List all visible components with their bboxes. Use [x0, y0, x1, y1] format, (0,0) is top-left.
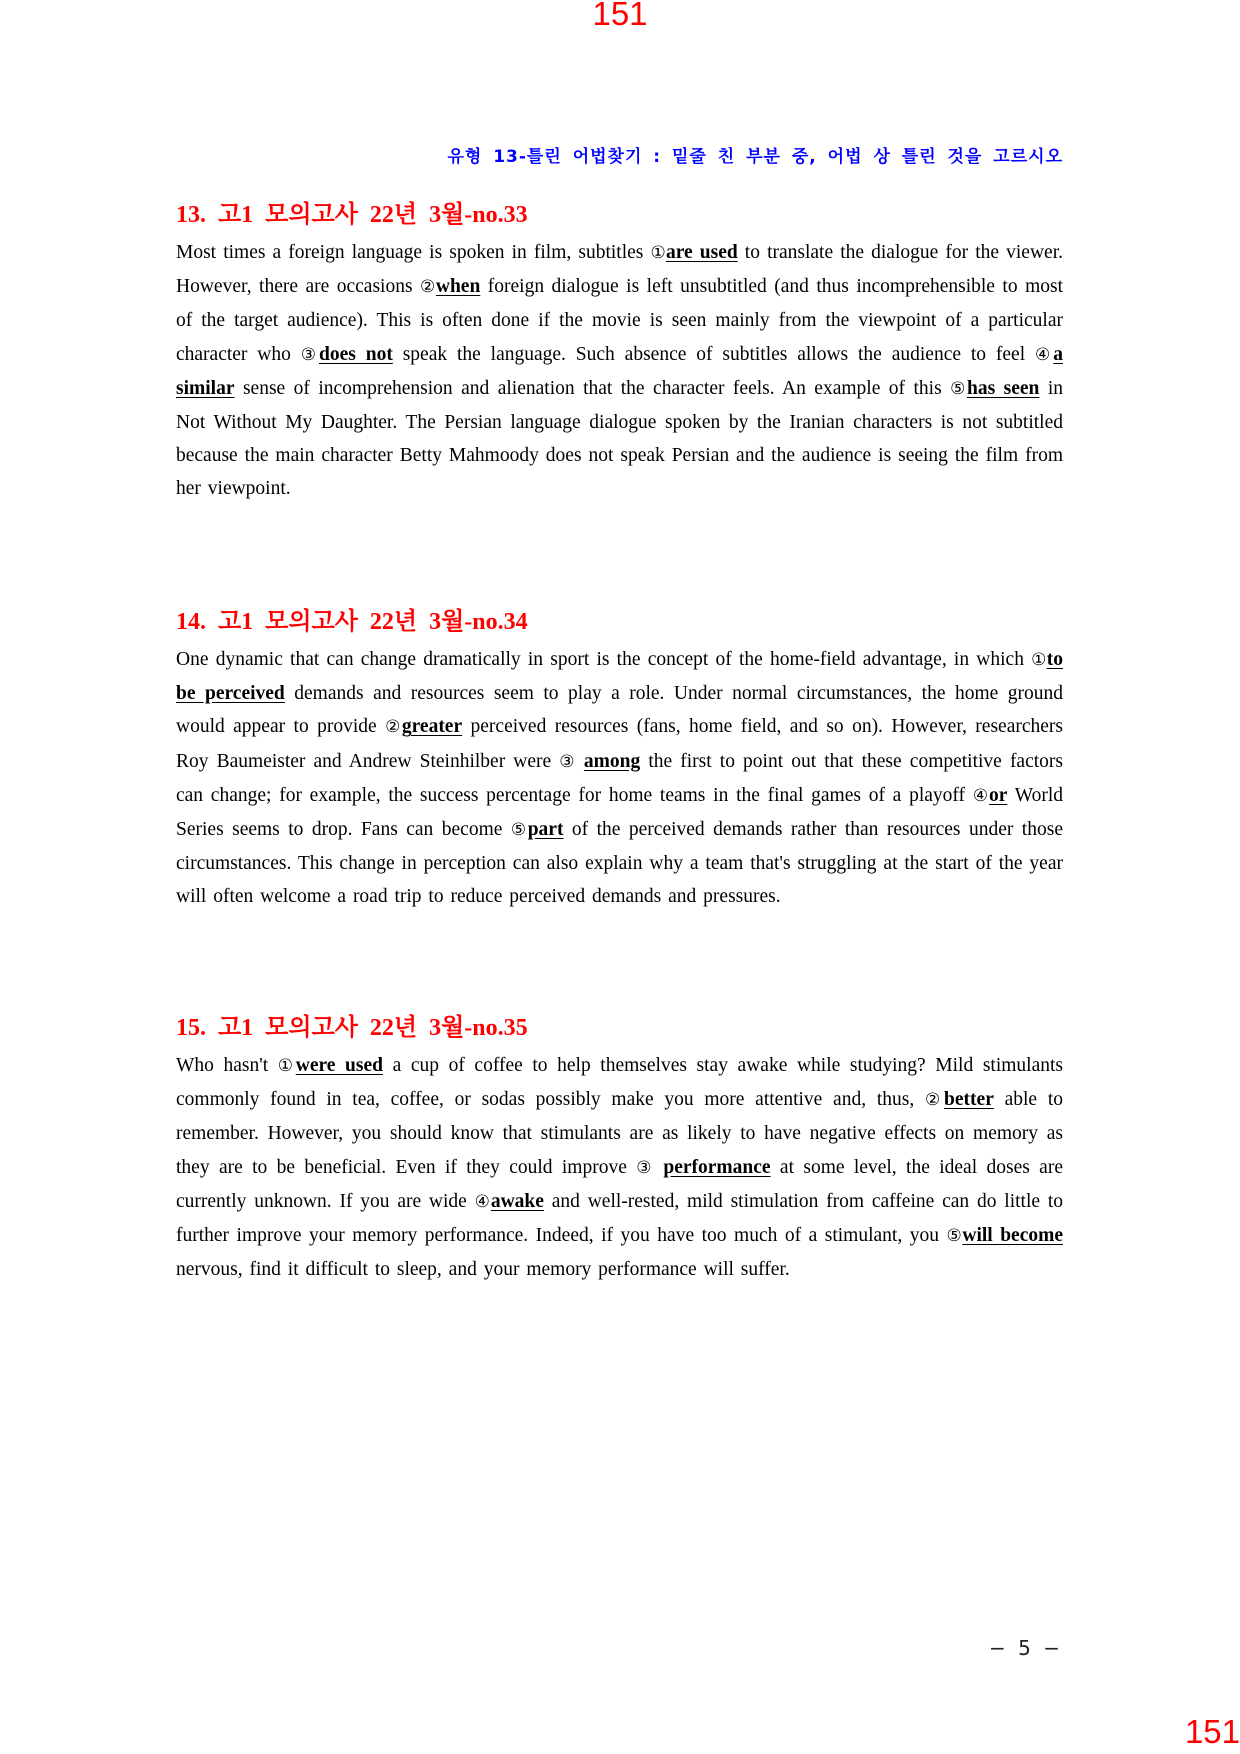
- choice-number-marker: ①: [650, 243, 666, 263]
- underlined-choice: to be perceived: [176, 649, 1063, 705]
- underlined-choice: performance: [663, 1156, 771, 1178]
- underlined-choice: a similar: [176, 343, 1064, 399]
- choice-number-marker: ④: [972, 785, 989, 806]
- question-passage: Who hasn't ①were used a cup of coffee to help themselves stay awake while studying? Mild stimulants commonly found in tea, coffee, or sodas possibly make you more attentive and, thus, ②better able to remember. However, you should know that stimulants are as likely to have negative effects on memory as they are to be beneficial. Even if they could improve ③ performance at some level, the ideal doses are currently unknown. If you are wide ④awake and well-rested, mild stimulation from caffeine can do little to further improve your memory performance. Indeed, if you have too much of a stimulant, you ⑤will become nervous, find it difficult to sleep, and your memory performance will suffer.: [176, 1055, 1064, 1281]
- underlined-choice: greater: [401, 716, 463, 738]
- choice-number-marker: ⑤: [946, 1226, 963, 1247]
- underlined-choice: will become: [962, 1225, 1064, 1247]
- question-type-header: 유형 13-틀린 어법찾기 : 밑줄 친 부분 중, 어법 상 틀린 것을 고르시오: [447, 147, 1063, 167]
- underlined-choice: or: [988, 784, 1008, 806]
- choice-number-marker: ②: [385, 717, 402, 738]
- underlined-choice: does not: [319, 343, 393, 365]
- question-title: 15. 고1 모의고사 22년 3월-no.35: [176, 1015, 528, 1041]
- bottom-page-number: 151: [1184, 1713, 1240, 1750]
- underlined-choice: among: [583, 750, 641, 772]
- choice-number-marker: ②: [924, 1090, 945, 1111]
- choice-number-marker: ②: [420, 277, 436, 298]
- choice-number-marker: ④: [1035, 344, 1054, 365]
- choice-number-marker: ①: [1031, 650, 1047, 670]
- underlined-choice: awake: [490, 1190, 544, 1212]
- choice-number-marker: ④: [474, 1191, 491, 1212]
- question-title: 14. 고1 모의고사 22년 3월-no.34: [176, 609, 528, 635]
- page-footer-number: − 5 −: [989, 1636, 1060, 1660]
- choice-number-marker: ③: [300, 344, 320, 365]
- choice-number-marker: ③: [636, 1157, 654, 1178]
- underlined-choice: are used: [665, 242, 738, 263]
- question-13: [176, 200, 1063, 506]
- question-passage: Most times a foreign language is spoken in film, subtitles ①are used to translate the dialogue for the viewer. However, there are occasions ②when foreign dialogue is left unsubtitled (and thus incomprehensible to most of the target audience). This is often done if the movie is seen mainly from the viewpoint of a particular character who ③does not speak the language. Such absence of subtitles allows the audience to feel ④a similar sense of incomprehension and alienation that the character feels. An example of this ⑤has seen in Not Without My Daughter. The Persian language dialogue spoken by the Iranian characters is not subtitled because the main character Betty Mahmoody does not speak Persian and the audience is seeing the film from her viewpoint.: [176, 242, 1064, 500]
- underlined-choice: has seen: [966, 377, 1040, 399]
- underlined-choice: when: [435, 276, 481, 298]
- underlined-choice: better: [944, 1089, 994, 1111]
- choice-number-marker: ③: [559, 751, 576, 772]
- question-title: 13. 고1 모의고사 22년 3월-no.33: [176, 202, 528, 228]
- question-15: [176, 1013, 1063, 1286]
- top-page-number: 151: [592, 0, 648, 32]
- underlined-choice: part: [527, 819, 564, 841]
- underlined-choice: were used: [295, 1055, 383, 1076]
- choice-number-marker: ⑤: [510, 820, 528, 841]
- choice-number-marker: ①: [277, 1056, 296, 1076]
- choice-number-marker: ⑤: [950, 378, 967, 399]
- question-passage: One dynamic that can change dramatically in sport is the concept of the home-field advantage, in which ①to be perceived demands and resources seem to play a role. Under normal circumstances, the home ground would appear to provide ②greater perceived resources (fans, home field, and so on). However, researchers Roy Baumeister and Andrew Steinhilber were ③ among the first to point out that these competitive factors can change; for example, the success percentage for home teams in the final games of a playoff ④or World Series seems to drop. Fans can become ⑤part of the perceived demands rather than resources under those circumstances. This change in perception can also explain why a team that's struggling at the start of the year will often welcome a road trip to reduce perceived demands and pressures.: [176, 649, 1064, 908]
- question-14: [176, 607, 1063, 914]
